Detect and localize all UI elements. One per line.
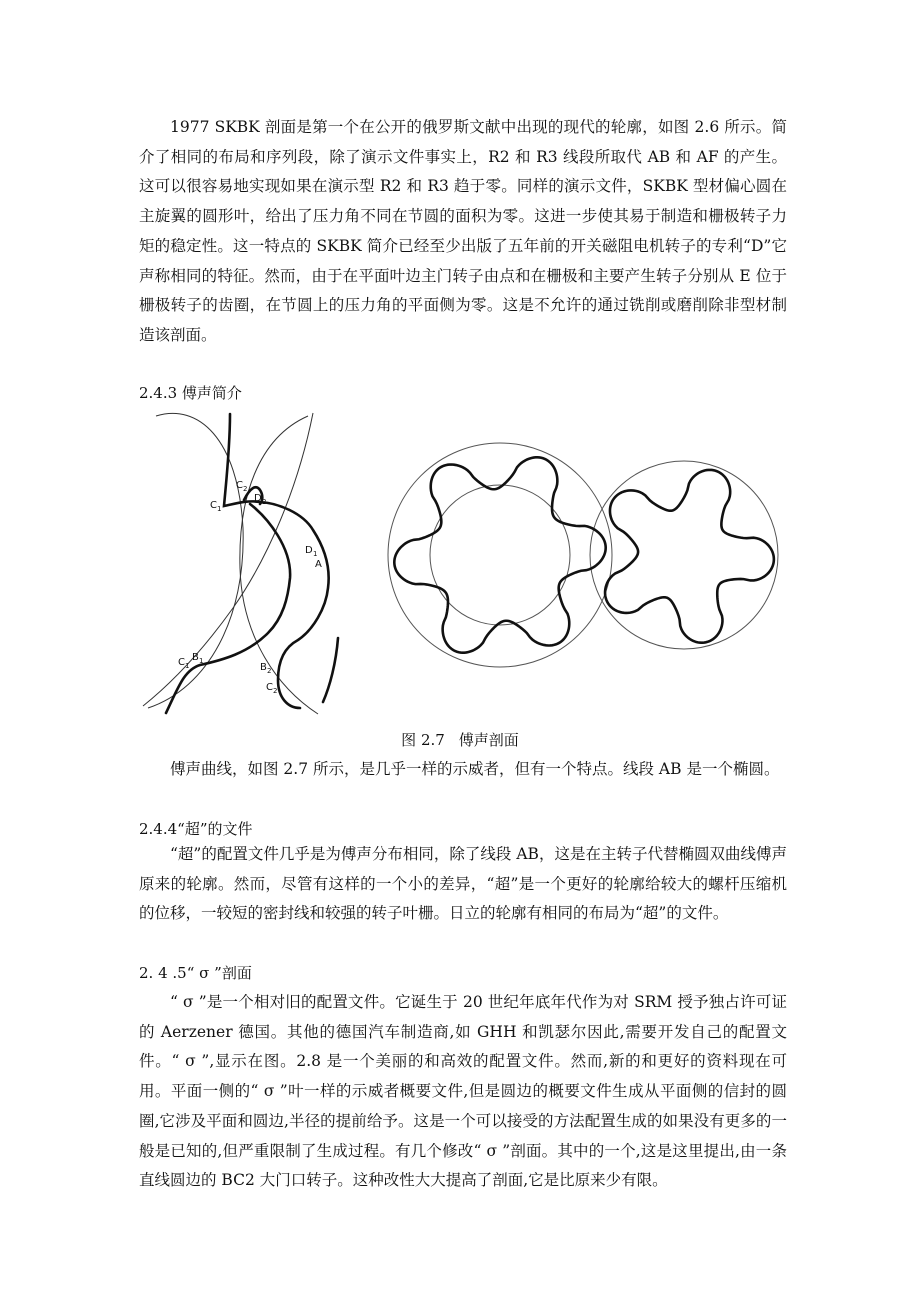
profile-curve-right [323,638,338,702]
label-d2-sub: 2 [262,498,267,506]
figure-labels [178,480,322,695]
figure-2-7-profile-drawing [138,408,788,720]
label-b2: B [260,662,267,673]
paragraph-fusheng-curve: 傅声曲线，如图 2.7 所示，是几乎一样的示威者，但有一个特点。线段 AB 是一个椭圆。 [170,760,780,778]
paragraph-sigma-profile: “ σ ”是一个相对旧的配置文件。它诞生于 20 世纪年底年代作为对 SRM 授予独占许可证的 Aerzener 德国。其他的德国汽车制造商,如 GHH 和凯瑟尔因此,需要开发自己的配置文件。“ σ ”,显示在图。2.8 是一个美丽的和高效的配置文件。然而,新的和更好的资料现在可用。平面一侧的“ σ ”叶一样的示威者概要文件,但是圆边的概要文件生成从平面侧的信封的圆圈,它涉及平面和圆边,半径的提前给予。这是一个可以接受的方法配置生成的如果没有更多的一般是已知的,但严重限制了生成过程。有几个修改“ σ ”剖面。其中的一个,这是这里提出,由一条直线圆边的 BC2 大门口转子。这种改性大大提高了剖面,它是比原来少有限。 [139,993,787,1190]
label-c1-bottom: C [178,657,185,668]
main-rotor-profile [394,457,605,652]
paragraph-skbk: 1977 SKBK 剖面是第一个在公开的俄罗斯文献中出现的现代的轮廓，如图 2.6 所示。简介了相同的布局和序列段，除了演示文件事实上，R2 和 R3 线段所取代 AB 和 AF 的产生。这可以很容易地实现如果在演示型 R2 和 R3 趋于零。同样的演示文件，SKBK 型材偏心圆在主旋翼的圆形叶，给出了压力角不同在节圆的面积为零。这进一步使其易于制造和栅极转子力矩的稳定性。这一特点的 SKBK 简介已经至少出版了五年前的开关磁阻电机转子的专利“D”它声称相同的特征。然而，由于在平面叶边主门转子由点和在栅极和主要产生转子分别从 E 位于栅极转子的齿圈，在节圆上的压力角的平面侧为零。这是不允许的通过铣削或磨削除非型材制造该剖面。 [139,118,787,344]
label-a: A [315,559,322,570]
label-d2: D [254,493,262,504]
label-b2-sub: 2 [267,667,272,675]
label-c1-bottom-sub: 1 [185,662,190,670]
label-b1-sub: 1 [199,657,204,665]
figure-caption [0,730,920,750]
label-c2-top: C [236,480,243,491]
label-c2-bottom: C [266,682,273,693]
paragraph-super-profile: “超”的配置文件几乎是为傅声分布相同，除了线段 AB，这是在主转子代替椭圆双曲线傅声原来的轮廓。然而，尽管有这样的一个小的差异，“超”是一个更好的轮廓给较大的螺杆压缩机的位移，一较短的密封线和较强的转子叶栅。日立的轮廓有相同的布局为“超”的文件。 [139,845,787,923]
label-d1: D [305,545,313,556]
section-heading-2-4-3: 2.4.3 傅声简介 [139,384,242,402]
section-heading-2-4-4: 2.4.4“超”的文件 [139,820,253,838]
main-rotor-outer-circle [388,443,612,667]
figure-caption-title: 傅声剖面 [458,731,519,749]
label-c2-top-sub: 2 [243,485,248,493]
label-d1-sub: 1 [313,550,318,558]
label-c1-top: C [210,500,217,511]
section-heading-2-4-5: 2. 4 .5“ σ ”剖面 [139,964,252,982]
gate-rotor-profile [605,470,774,643]
figure-caption-number: 图 2.7 [401,731,445,749]
label-c2-bottom-sub: 2 [273,687,278,695]
label-c1-top-sub: 1 [217,505,222,513]
label-b1: B [192,652,199,663]
main-rotor-pitch-circle [430,485,570,625]
gate-rotor-outer-circle [590,461,778,649]
